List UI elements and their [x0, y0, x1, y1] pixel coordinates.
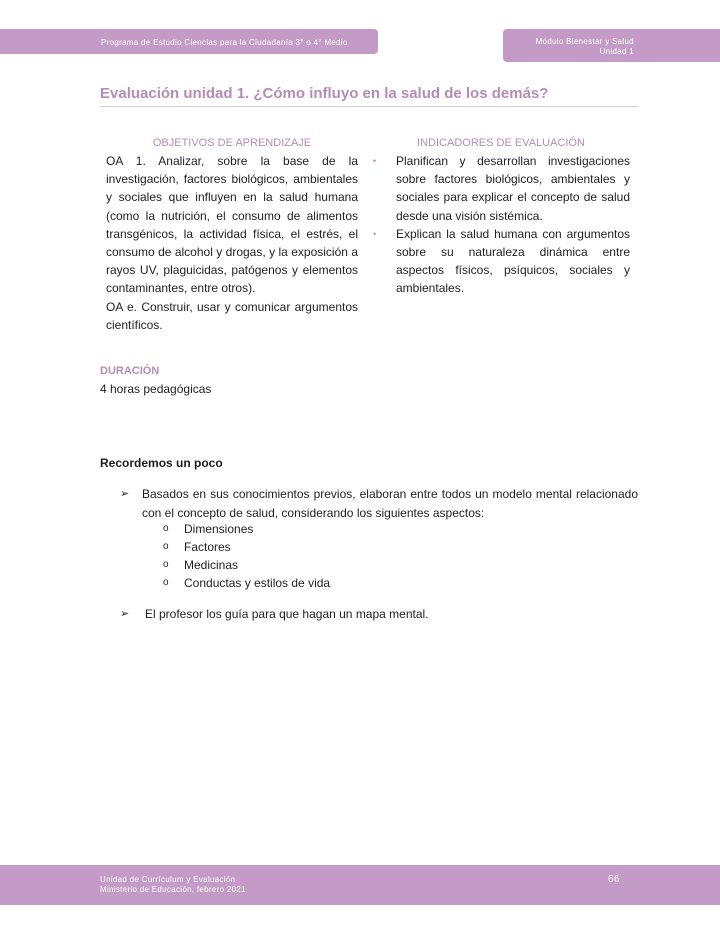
duration-label: DURACIÓN [100, 365, 160, 377]
header-unit-text: Unidad 1 [599, 47, 634, 56]
footer-banner [0, 865, 720, 905]
header-module-text: Módulo Bienestar y Salud [535, 37, 634, 46]
indicator-text: Explican la salud humana con argumentos sobre su naturaleza dinámica entre aspectos físicos, psíquicos, sociales y ambientales. [396, 226, 630, 296]
circle-bullet-icon: o [163, 523, 169, 534]
arrow-bullet-icon: ➢ [120, 488, 130, 500]
footer-ministry-text: Ministerio de Educación, febrero 2021 [100, 885, 246, 894]
recall-subitem-text: Factores [184, 540, 231, 554]
objectives-column [106, 152, 358, 334]
bullet-icon: • [373, 156, 377, 166]
footer-unit-text: Unidad de Currículum y Evaluación [100, 875, 236, 884]
recall-subitem [163, 558, 238, 572]
recall-subitem-text: Conductas y estilos de vida [184, 576, 331, 590]
recall-item [120, 605, 638, 624]
indicator-text: Planifican y desarrollan investigaciones sobre factores biológicos, ambientales y sociales para explicar el concepto de salud desde una visión sistémica. [396, 154, 630, 223]
recall-item-text: El profesor los guía para que hagan un mapa mental. [145, 607, 429, 621]
header-module-banner [503, 29, 720, 62]
recall-subitem [163, 522, 253, 536]
header-program-banner [0, 29, 378, 54]
recall-subitem [163, 576, 330, 590]
title-divider [100, 106, 638, 107]
recall-item [120, 485, 638, 522]
arrow-bullet-icon: ➢ [120, 608, 130, 620]
recall-title: Recordemos un poco [100, 456, 223, 470]
duration-value: 4 horas pedagógicas [100, 382, 212, 396]
header-program-text: Programa de Estudio Ciencias para la Ciudadanía 3° o 4° Medio [101, 38, 348, 47]
objective-oae: OA e. Construir, usar y comunicar argumentos científicos. [106, 299, 358, 332]
indicators-heading: INDICADORES DE EVALUACIÓN [417, 137, 585, 149]
circle-bullet-icon: o [163, 577, 169, 588]
bullet-icon: • [373, 228, 377, 239]
recall-subitem-text: Medicinas [184, 558, 239, 572]
indicator-item [370, 152, 630, 225]
recall-item-text: Basados en sus conocimientos previos, elaboran entre todos un modelo mental relacionado con el concepto de salud, considerando los siguientes aspectos: [142, 487, 638, 520]
objectives-heading: OBJETIVOS DE APRENDIZAJE [152, 137, 312, 149]
objective-oa1: OA 1. Analizar, sobre la base de la investigación, factores biológicos, ambientales y sociales que influyen en la salud humana (como la nutrición, el consumo de alimentos transgénicos, la actividad física, el estrés, el consumo de alcohol y drogas, y la exposición a rayos UV, plaguicidas, patógenos y elementos contaminantes, entre otros). [106, 154, 358, 296]
page-title: Evaluación unidad 1. ¿Cómo influyo en la salud de los demás? [100, 85, 549, 102]
circle-bullet-icon: o [163, 559, 169, 570]
recall-subitem [163, 540, 231, 554]
recall-subitem-text: Dimensiones [184, 522, 254, 536]
indicators-column [370, 152, 630, 298]
circle-bullet-icon: o [163, 541, 169, 552]
indicator-item [370, 225, 630, 298]
page-number: 66 [608, 874, 620, 885]
